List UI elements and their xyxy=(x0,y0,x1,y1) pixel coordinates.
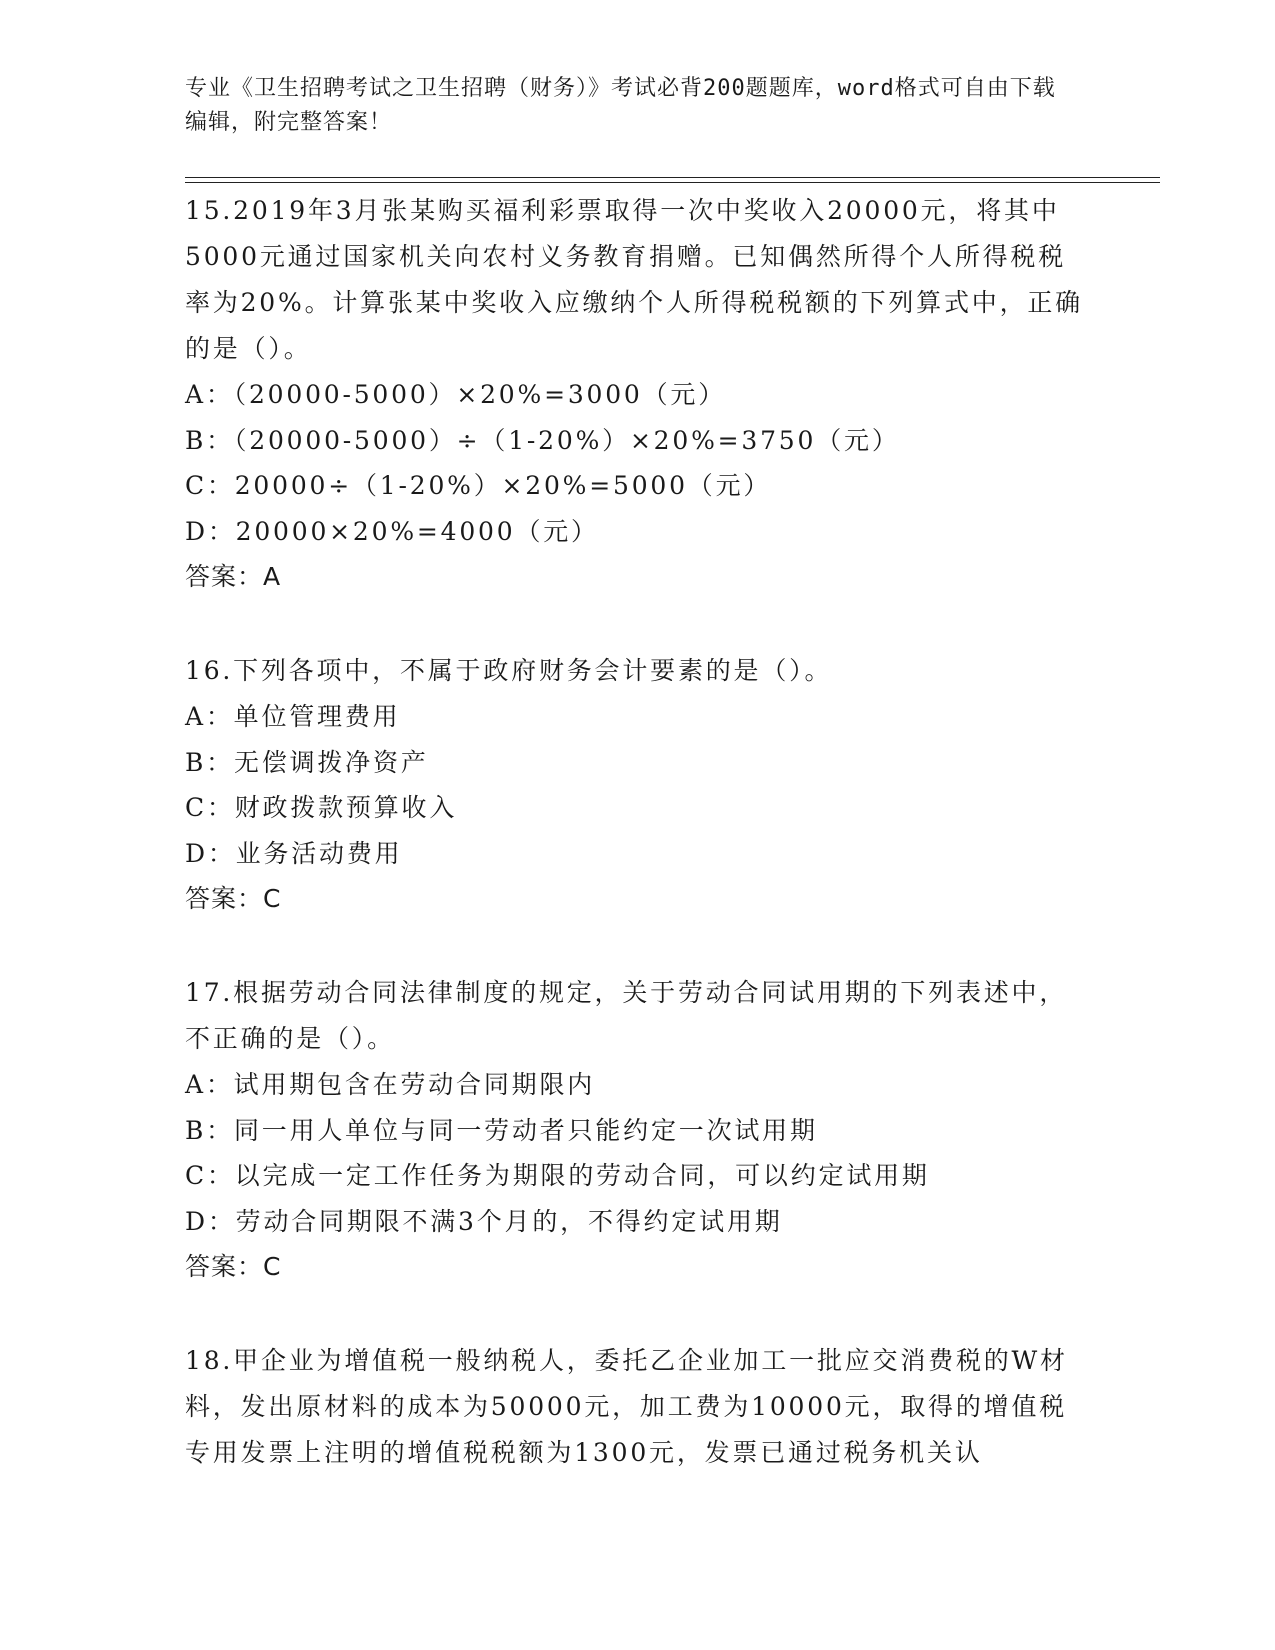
option-d: D：20000×20%=4000（元） xyxy=(185,516,599,546)
question-stem: 17.根据劳动合同法律制度的规定，关于劳动合同试用期的下列表述中，不正确的是（）。 xyxy=(185,978,1068,1053)
option-c: C：20000÷（1-20%）×20%=5000（元） xyxy=(185,471,772,500)
document-header: 专业《卫生招聘考试之卫生招聘（财务）》考试必背200题题库，word格式可自由下载编辑，附完整答案！ xyxy=(185,76,1056,135)
question-stem: 18.甲企业为增值税一般纳税人，委托乙企业加工一批应交消费税的W材料，发出原材料的成本为50000元，加工费为10000元，取得的增值税专用发票上注明的增值税税额为1300元，发票已通过税务机关认 xyxy=(185,1346,1068,1467)
answer: 答案：C xyxy=(185,884,282,913)
option-d: D：业务活动费用 xyxy=(185,838,403,868)
option-a: A：试用期包含在劳动合同期限内 xyxy=(185,1070,596,1099)
option-b: B：同一用人单位与同一劳动者只能约定一次试用期 xyxy=(185,1115,818,1145)
question-15 xyxy=(185,188,1085,600)
option-c: C：财政拨款预算收入 xyxy=(185,793,458,822)
option-a: A：单位管理费用 xyxy=(185,702,401,731)
question-16 xyxy=(185,648,1085,922)
question-18 xyxy=(185,1338,1085,1476)
option-b: B：无偿调拨净资产 xyxy=(185,747,429,777)
option-a: A：（20000-5000）×20%=3000（元） xyxy=(185,380,727,409)
option-b: B：（20000-5000）÷（1-20%）×20%=3750（元） xyxy=(185,425,900,455)
option-c: C：以完成一定工作任务为期限的劳动合同，可以约定试用期 xyxy=(185,1161,930,1190)
option-d: D：劳动合同期限不满3个月的，不得约定试用期 xyxy=(185,1206,783,1236)
header-divider-bottom xyxy=(185,182,1160,183)
answer: 答案：C xyxy=(185,1252,282,1281)
question-17 xyxy=(185,970,1085,1290)
answer: 答案：A xyxy=(185,562,282,591)
question-list xyxy=(185,188,1085,1524)
question-stem: 15.2019年3月张某购买福利彩票取得一次中奖收入20000元，将其中5000元通过国家机关向农村义务教育捐赠。已知偶然所得个人所得税税率为20%。计算张某中奖收入应缴纳个人所得税税额的下列算式中，正确的是（）。 xyxy=(185,196,1083,363)
question-stem: 16.下列各项中，不属于政府财务会计要素的是（）。 xyxy=(185,656,833,685)
header-divider-top xyxy=(185,177,1160,178)
